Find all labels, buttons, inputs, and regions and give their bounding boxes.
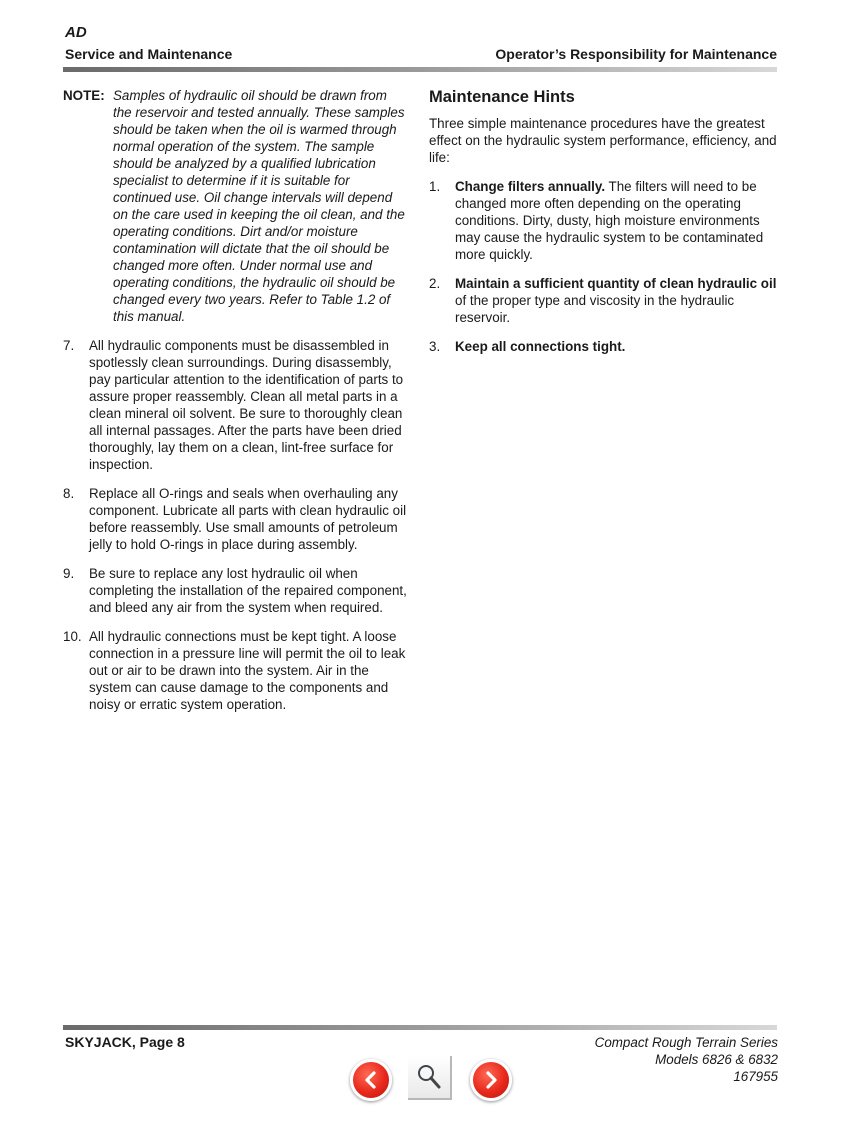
hint-emphasis: Keep all connections tight.	[455, 339, 626, 354]
list-item	[63, 337, 413, 473]
list-item-text: All hydraulic components must be disassembled in spotlessly clean surroundings. During disassembly, pay particular attention to the identification of parts to assure proper reassembly. Clean all metal parts in a clean mineral oil solvent. Be sure to thoroughly clean all internal passages. After the parts have been dried thoroughly, lay them on a clean, lint-free surface for inspection.	[89, 338, 404, 472]
document-number: 167955	[733, 1069, 778, 1084]
header-rule	[63, 67, 777, 72]
series-name: Compact Rough Terrain Series	[594, 1035, 778, 1050]
hint-number: 3.	[429, 339, 441, 354]
next-page-icon	[482, 1071, 500, 1089]
hint-detail: The filters will need to be changed more often depending on the operating conditions. Dirty, dusty, high moisture environments may cause the hydraulic system to be contaminated more quickly.	[455, 179, 764, 262]
hint-text	[455, 275, 779, 326]
note-label: NOTE:	[63, 88, 105, 103]
hint-emphasis: Change filters annually.	[455, 179, 606, 194]
page-label: SKYJACK, Page 8	[65, 1034, 185, 1050]
list-item-number: 9.	[63, 566, 75, 581]
chapter-heading: Operator’s Responsibility for Maintenance	[495, 46, 777, 62]
hint-emphasis: Maintain a sufficient quantity of clean hydraulic oil	[455, 276, 777, 291]
list-item-text: Replace all O-rings and seals when overhauling any component. Lubricate all parts with clean hydraulic oil before reassembly. Use small amounts of petroleum jelly to hold O-rings in place during assembly.	[89, 486, 407, 552]
hint-text	[455, 338, 779, 355]
footer-rule	[63, 1025, 777, 1030]
note-block	[63, 87, 413, 325]
right-column	[429, 87, 779, 367]
list-item-text: Be sure to replace any lost hydraulic oil when completing the installation of the repaired component, and bleed any air from the system when required.	[89, 566, 407, 615]
previous-page-button[interactable]	[349, 1058, 393, 1102]
note-text: Samples of hydraulic oil should be drawn from the reservoir and tested annually. These samples should be taken when the oil is warmed through normal operation of the system. The sample should be analyzed by a qualified lubrication specialist to determine if it is suitable for continued use. Oil change intervals will depend on the care used in keeping the oil clean, and the operating conditions. Dirt and/or moisture contamination will dictate that the oil should be changed more often. Under normal use and operating conditions, the hydraulic oil should be changed every two years. Refer to Table 1.2 of this manual.	[113, 88, 405, 324]
maintenance-hints-intro: Three simple maintenance procedures have the greatest effect on the hydraulic system performance, efficiency, and life:	[429, 116, 777, 165]
document-code: AD	[65, 24, 87, 41]
left-column	[63, 87, 413, 725]
hint-item	[429, 275, 779, 326]
list-item	[63, 485, 413, 553]
list-item	[63, 565, 413, 616]
hint-item	[429, 338, 779, 355]
previous-page-icon	[362, 1071, 380, 1089]
hint-number: 1.	[429, 179, 441, 194]
magnifier-icon	[414, 1062, 444, 1092]
hint-item	[429, 178, 779, 263]
maintenance-hints-title: Maintenance Hints	[429, 88, 575, 106]
list-item-number: 10.	[63, 629, 82, 644]
model-numbers: Models 6826 & 6832	[655, 1052, 778, 1067]
search-button[interactable]	[408, 1056, 452, 1100]
list-item-number: 8.	[63, 486, 75, 501]
list-item	[63, 628, 413, 713]
hint-text	[455, 178, 779, 263]
hint-detail: of the proper type and viscosity in the hydraulic reservoir.	[455, 293, 735, 325]
hint-number: 2.	[429, 276, 441, 291]
list-item-number: 7.	[63, 338, 75, 353]
next-page-button[interactable]	[469, 1058, 513, 1102]
list-item-text: All hydraulic connections must be kept tight. A loose connection in a pressure line will permit the oil to leak out or air to be drawn into the system. Air in the system can cause damage to the components and noisy or erratic system operation.	[89, 629, 406, 712]
footer-series-info	[595, 1034, 778, 1085]
section-heading: Service and Maintenance	[65, 46, 233, 62]
